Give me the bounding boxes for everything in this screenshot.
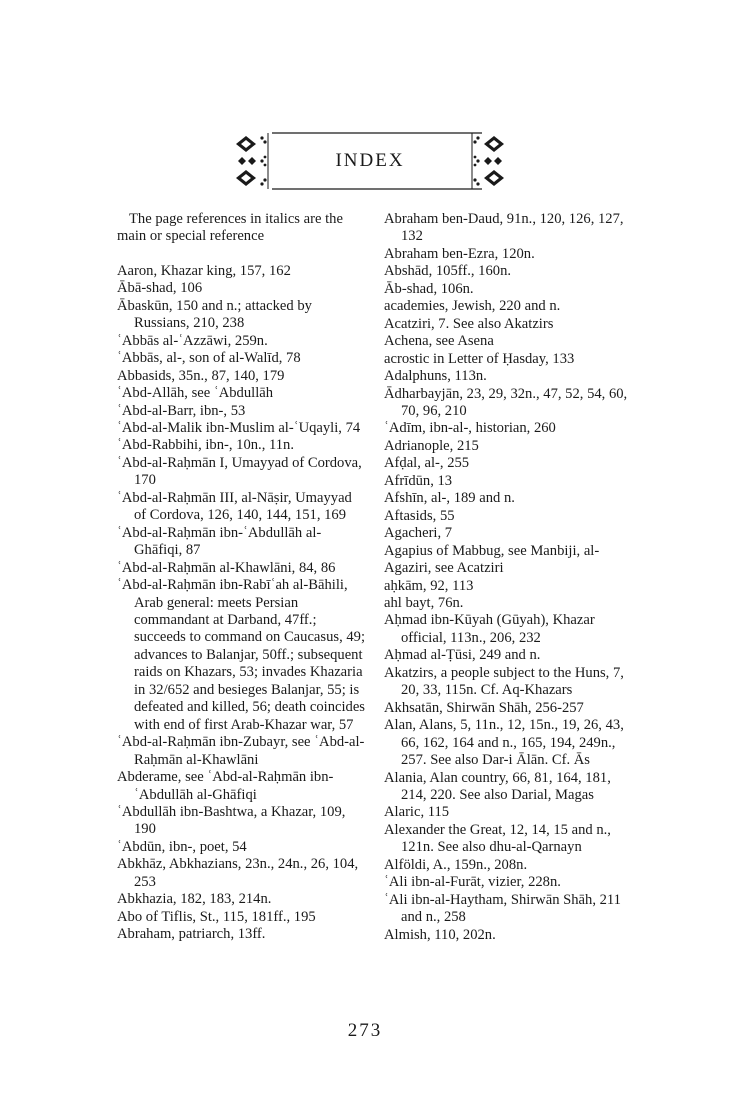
index-entry: ʿAli ibn-al-Haytham, Shirwān Shāh, 211 and n., 258 (384, 891, 621, 926)
index-entry: Achena, see Asena (384, 333, 494, 350)
index-entry: Abshād, 105ff., 160n. (384, 263, 512, 280)
index-entry: Abraham ben-Ezra, 120n. (384, 245, 535, 262)
index-entry: Āb-shad, 106n. (384, 280, 474, 297)
index-entry: Acatziri, 7. See also Akatzirs (384, 315, 554, 332)
index-entry: ʿAbd-al-Malik ibn-Muslim al-ʿUqayli, 74 (117, 419, 361, 436)
index-entry: Abkhazia, 182, 183, 214n. (117, 891, 272, 908)
index-entry: Aaron, Khazar king, 157, 162 (117, 262, 291, 279)
index-entry: Ādharbayjān, 23, 29, 32n., 47, 52, 54, 60, 70, 96, 210 (384, 385, 628, 419)
index-entry: Akatzirs, a people subject to the Huns, 7, 20, 33, 115n. Cf. Aq-Khazars (384, 664, 624, 699)
index-entry: Afshīn, al-, 189 and n. (384, 490, 515, 507)
index-entry: Afrīdūn, 13 (384, 472, 453, 489)
index-entry: Ābā-shad, 106 (117, 280, 203, 297)
page-title: INDEX (335, 150, 405, 171)
index-entry: Almish, 110, 202n. (384, 926, 496, 943)
index-entry: Akhsatān, Shirwān Shāh, 256-257 (384, 699, 584, 716)
index-entry: Alan, Alans, 5, 11n., 12, 15n., 19, 26, 43, 66, 162, 164 and n., 165, 194, 249n., 257. See also Dar-i Ālān. Cf. Ās (384, 717, 624, 769)
index-entry: Alania, Alan country, 66, 81, 164, 181, 214, 220. See also Darial, Magas (384, 769, 611, 803)
index-entry: Agaziri, see Acatziri (384, 560, 504, 577)
index-entry: ʿAbd-al-Barr, ibn-, 53 (117, 402, 246, 419)
index-entry: Abraham ben-Daud, 91n., 120, 126, 127, 132 (384, 211, 624, 245)
index-entry: ʿAbd-al-Raḥmān ibn-Rabīʿah al-Bāhili, Arab general: meets Persian commandant at Darband, 47ff.; succeeds to command on Caucasus, 49; advances to Balanjar, 50ff.; subsequent raids on Khazars, 53; invades Khazaria in 32/652 and besieges Balanjar, 55; is defeated and killed, 56; death coincides with end of first Arab-Khazar war, 57 (117, 577, 366, 733)
index-entry: ʿAbd-al-Raḥmān ibn-ʿAbdullāh al-Ghāfiqi, 87 (117, 524, 322, 559)
index-entry: ʿAdīm, ibn-al-, historian, 260 (384, 420, 556, 437)
index-entry: Abo of Tiflis, St., 115, 181ff., 195 (117, 908, 316, 925)
index-entry: Abkhāz, Abkhazians, 23n., 24n., 26, 104, 253 (117, 856, 359, 890)
index-entry: ʿAbbās, al-, son of al-Walīd, 78 (117, 350, 301, 367)
index-entry: acrostic in Letter of Ḥasday, 133 (384, 350, 575, 367)
index-entry: Adalphuns, 113n. (384, 368, 487, 385)
index-entry: Aḥmad al-Ṭūsi, 249 and n. (384, 647, 541, 664)
intro-note: The page references in italics are the main or special reference (117, 211, 343, 245)
index-entry: ʿAbbās al-ʿAzzāwi, 259n. (117, 332, 268, 349)
index-entry: ʿAbd-Rabbihi, ibn-, 10n., 11n. (117, 437, 294, 454)
index-entry: ʿAbd-al-Raḥmān III, al-Nāṣir, Umayyad of Cordova, 126, 140, 144, 151, 169 (117, 489, 352, 524)
index-entry: Alexander the Great, 12, 14, 15 and n., 121n. See also dhu-al-Qarnayn (384, 821, 611, 856)
index-entry: Abbasids, 35n., 87, 140, 179 (117, 367, 285, 384)
index-entry: Aḥmad ibn-Kūyah (Gūyah), Khazar official, 113n., 206, 232 (384, 612, 595, 646)
index-entry: Abderame, see ʿAbd-al-Raḥmān ibn-ʿAbdullāh al-Ghāfiqi (117, 769, 334, 803)
index-entry: ʿAbd-al-Raḥmān I, Umayyad of Cordova, 170 (117, 454, 362, 489)
index-entry: aḥkām, 92, 113 (384, 577, 474, 594)
page-number: 273 (347, 1020, 383, 1041)
index-entry: ʿAbd-al-Raḥmān al-Khawlāni, 84, 86 (117, 559, 336, 576)
index-entry: ahl bayt, 76n. (384, 594, 464, 611)
index-entry: Ābaskūn, 150 and n.; attacked by Russians, 210, 238 (117, 297, 312, 332)
index-banner (232, 130, 508, 192)
index-entry: ʿAbdūn, ibn-, poet, 54 (117, 838, 247, 855)
entry-list-right (384, 211, 632, 944)
index-column-left (117, 211, 367, 944)
index-entry: Alaric, 115 (384, 804, 450, 821)
index-entry: ʿAbd-Allāh, see ʿAbdullāh (117, 385, 274, 402)
index-entry: ʿAbd-al-Raḥmān ibn-Zubayr, see ʿAbd-al-Raḥmān al-Khawlāni (117, 734, 365, 768)
index-entry: ʿAbdullāh ibn-Bashtwa, a Khazar, 109, 190 (117, 803, 346, 838)
index-entry: Agacheri, 7 (384, 525, 453, 542)
index-entry: Afḍal, al-, 255 (384, 455, 470, 472)
index-entry: Adrianople, 215 (384, 437, 479, 454)
index-entry: Aftasids, 55 (384, 507, 455, 524)
index-entry: ʿAli ibn-al-Furāt, vizier, 228n. (384, 874, 561, 891)
index-entry: Agapius of Mabbug, see Manbiji, al- (384, 542, 600, 559)
index-entry: Abraham, patriarch, 13ff. (117, 926, 266, 943)
entry-list-left (117, 263, 367, 944)
index-column-right (384, 211, 632, 944)
index-entry: academies, Jewish, 220 and n. (384, 298, 561, 315)
index-entry: Alföldi, A., 159n., 208n. (384, 856, 528, 873)
